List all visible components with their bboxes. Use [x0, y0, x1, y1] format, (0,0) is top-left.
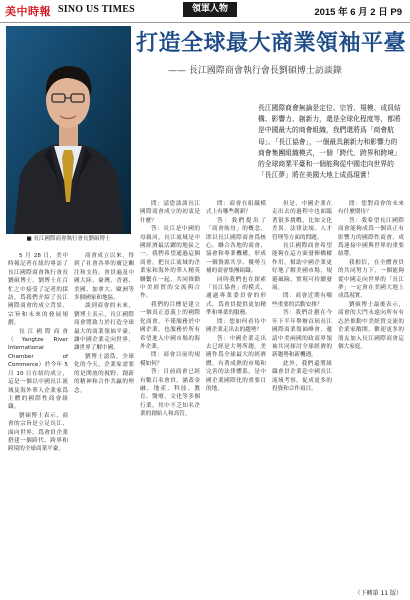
paragraph: 問：商會目前的規模如何？: [140, 352, 200, 367]
newspaper-logo: 美中時報: [5, 5, 51, 18]
paragraph: 答：目前商會已經有數百名會員，涵蓋金融、地產、科技、教育、醫療、文化等多個行業，其中不乏知名企業的創始人和高管。: [140, 369, 200, 418]
headline: 打造全球最大商業領袖平臺: [136, 30, 407, 56]
paragraph: 答：中國企業走出去已經是大勢所趨。美國作爲全球最大的經濟體，有著成熟的市場和完善的法律體系，是中國企業國際化的重要目的地。: [206, 335, 266, 392]
portrait-photo: [6, 26, 131, 234]
paragraph: 問：商會近期有哪些重要的活動安排？: [272, 293, 332, 308]
paragraph: 但是，中國企業在走出去的過程中也面臨著很多挑戰，比如文化差異、法律法規、人才管理等方面的問題。: [272, 201, 332, 241]
article-column: [272, 200, 332, 590]
paragraph: 劉博士認爲，全球化的今天，企業家需要的是開放的視野、創新的精神和合作共贏的理念。: [74, 353, 134, 394]
article-column: [338, 200, 404, 580]
paragraph: 5 月 28 日，美中時報記者在紐約專訪了長江國際商會執行會長劉碩博士。劉博士在百忙之中接受了記者的採訪，爲我們介紹了長江國際商會的成立背景、宗旨和未來的發展規劃。: [8, 253, 68, 327]
paragraph: 長江國際商會希望能夠在這方面發揮橋樑作用，幫助中國企業更好地了解美國市場，規避風險，實現可持續發展。: [272, 243, 332, 292]
paragraph: 答：我希望長江國際商會能夠成爲一個真正有影響力的國際性商會，成爲連接中國與世界的重要紐帶。: [338, 217, 404, 258]
issue-date: 2015 年 6 月 2 日 P9: [314, 7, 402, 18]
paragraph: 問：您如何看待中國企業走出去的趨勢？: [206, 318, 266, 334]
paragraph: 劉碩博士最後表示，商會的大門永遠向所有有志於推動中美經貿交流的企業家敞開，歡迎更多的朋友加入長江國際商會這個大家庭。: [338, 301, 404, 350]
paragraph: 長江國際商會（Yangtze River International Chamber of Commerce）於今年 5 月 10 日在紐約成立，這是一個以中國長江流域及海外華人企業家爲主體的國際性商會組織。: [8, 328, 68, 411]
section-badge: 領軍人物: [183, 2, 237, 17]
photo-caption: ■ 長江國際商會執行會長劉碩博士: [26, 236, 111, 242]
paragraph: 答：長江是中國的母親河，長江流域是中國經濟最活躍的地區之一。我們希望通過這個商會，把長江流域的企業家和海外的華人精英聯繫在一起，共同推動中美經貿的交流與合作。: [140, 226, 200, 300]
article-column: [140, 200, 200, 590]
article-column: [74, 252, 134, 590]
paragraph: 我相信，在全體會員的共同努力下，一個能夠從中國走向世界的「長江夢」一定會在美國大地上成爲現實。: [338, 259, 404, 300]
newspaper-name: SINO US TIMES: [58, 4, 135, 15]
paragraph: 問：商會在組織模式上有哪些創新？: [206, 201, 266, 216]
paragraph: 問：您對商會的未來有什麼期待？: [338, 201, 404, 216]
article-column: [8, 252, 68, 590]
paragraph: 劉碩博士表示，商會的宗旨是立足長江、面向世界，爲會員企業搭建一個跨代、跨界和跨境的全球商業平臺。: [8, 412, 68, 453]
masthead: [0, 0, 410, 23]
subheadline: —— 長江國際商會執行會長劉碩博士訪談錄: [168, 66, 342, 76]
paragraph: 此外，我們還將組織會員企業赴中國長江流域考察，促成更多的投資和合作項目。: [272, 360, 332, 392]
paragraph: 同時我們也在探索「長江協會」的模式，通過專業委員會的形式，爲會員提供更加精準和專業的服務。: [206, 276, 266, 317]
continued-note: （下轉第 11 版）: [354, 590, 402, 597]
paragraph: 答：我們提出了「商會航母」的概念，即以長江國際商會爲核心，聯合各地的商會、協會和專業機構，形成一個資源共享、優勢互補的商會集團組織。: [206, 217, 266, 275]
paragraph: 談到商會的未來，劉博士表示，長江國際商會將致力於打造全球最大的商業領袖平臺，讓中國企業走向世界，讓世界了解中國。: [74, 303, 134, 352]
article-column: [206, 200, 266, 590]
paragraph: 我們的目標是建立一個真正意義上的國際化商會，不僅服務於中國企業，也服務於所有希望進入中國市場的海外企業。: [140, 301, 200, 350]
pull-quote: 長江國際商會無論是定位、宗旨、規模、成員結構、影響力、創新力，還是全球化程度等，都將是中國最大的商會組織，我們還將爲「商會航母」、「長江協會」，一個最具創新力和影響力的商會集團組織模式，一個「跨代、跨界和跨境」的全球商業平臺和一個能夠從中國走向世界的「長江夢」將在美國大地上成爲現實！: [258, 104, 401, 180]
paragraph: 答：我們計劃在今年下半年舉辦首屆長江國際商業領袖峰會，邀請中美兩國的政商界領袖共同探討全球經濟的新趨勢和新機遇。: [272, 310, 332, 359]
paragraph: 問：請您談談長江國際商會成立的初衷是什麼？: [140, 201, 200, 224]
paragraph: 商會成立以來，得到了社會各界的廣泛關注和支持，會員遍及中國大陸、臺灣、香港、美國、加拿大、歐洲等多個國家和地區。: [74, 253, 134, 302]
